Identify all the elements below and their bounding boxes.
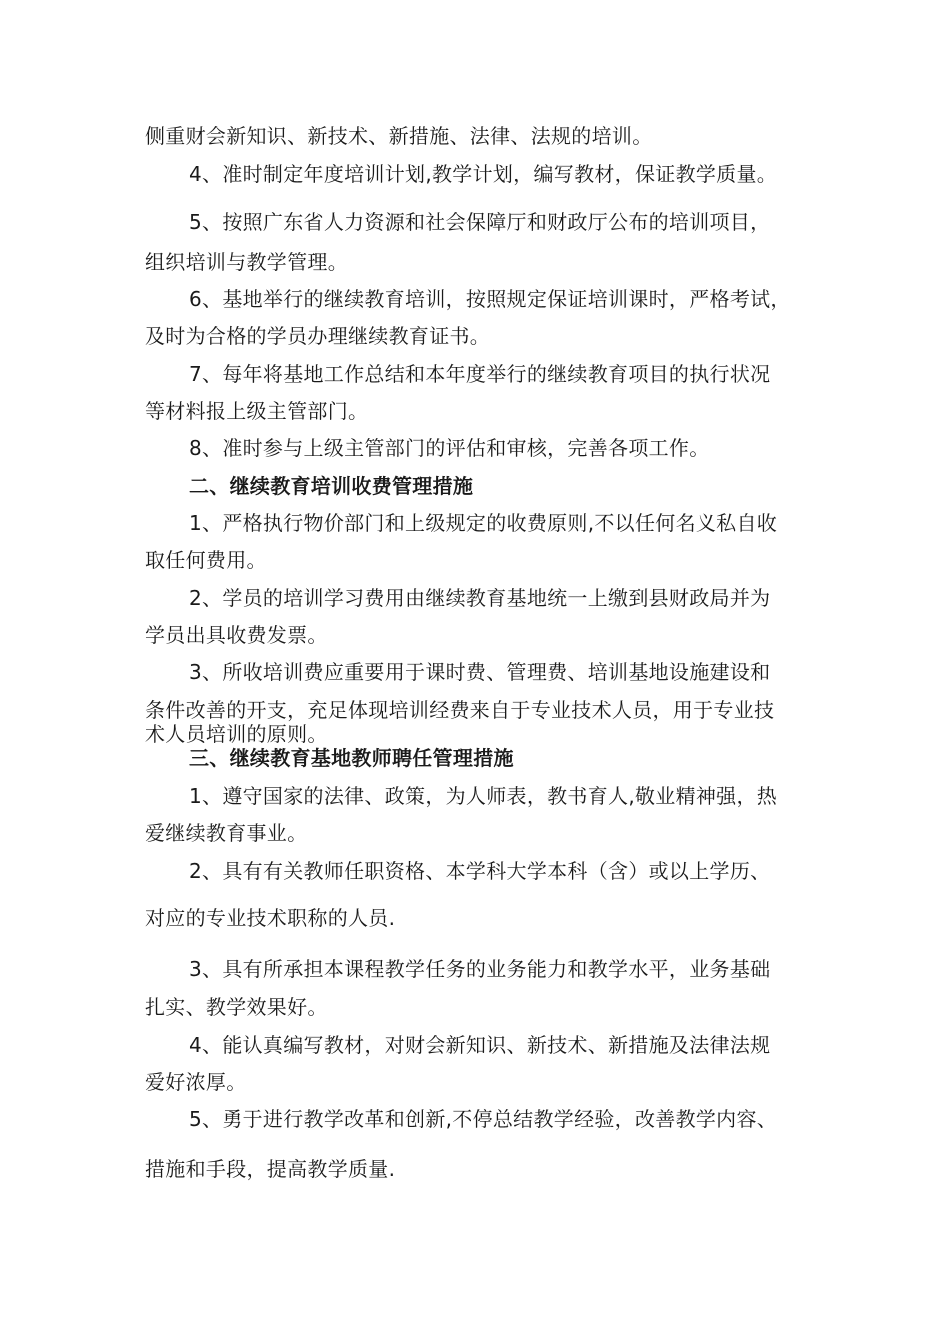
text-line: 条件改善的开支，充足体现培训经费来自于专业技术人员，用于专业技: [145, 698, 775, 722]
text-line: 措施和手段，提高教学质量.: [145, 1157, 396, 1181]
text-line: 取任何费用。: [145, 548, 267, 572]
text-line: 4、能认真编写教材，对财会新知识、新技术、新措施及法律法规: [189, 1033, 771, 1057]
text-line: 等材料报上级主管部门。: [145, 399, 369, 423]
text-line: 爱继续教育事业。: [145, 821, 308, 845]
section-heading: 三、继续教育基地教师聘任管理措施: [189, 746, 514, 770]
text-line: 5、勇于进行教学改革和创新,不停总结教学经验，改善教学内容、: [189, 1107, 778, 1131]
text-line: 2、具有有关教师任职资格、本学科大学本科（含）或以上学历、: [189, 859, 771, 883]
text-line: 1、严格执行物价部门和上级规定的收费原则,不以任何名义私自收: [189, 511, 778, 535]
text-line: 及时为合格的学员办理继续教育证书。: [145, 324, 491, 348]
text-line: 对应的专业技术职称的人员.: [145, 906, 396, 930]
text-line: 6、基地举行的继续教育培训，按照规定保证培训课时，严格考试，: [189, 287, 791, 311]
text-line: 3、具有所承担本课程教学任务的业务能力和教学水平，业务基础: [189, 957, 771, 981]
text-line: 4、准时制定年度培训计划,教学计划，编写教材，保证教学质量。: [189, 162, 778, 186]
text-line: 5、按照广东省人力资源和社会保障厅和财政厅公布的培训项目，: [189, 210, 771, 234]
text-line: 2、学员的培训学习费用由继续教育基地统一上缴到县财政局并为: [189, 586, 771, 610]
text-line: 8、准时参与上级主管部门的评估和审核，完善各项工作。: [189, 436, 710, 460]
text-line: 7、每年将基地工作总结和本年度举行的继续教育项目的执行状况: [189, 362, 771, 386]
text-line: 扎实、教学效果好。: [145, 995, 328, 1019]
text-line: 爱好浓厚。: [145, 1070, 247, 1094]
text-line: 1、遵守国家的法律、政策，为人师表，教书育人,敬业精神强，热: [189, 784, 778, 808]
text-line: 侧重财会新知识、新技术、新措施、法律、法规的培训。: [145, 124, 653, 148]
text-line: 组织培训与教学管理。: [145, 250, 348, 274]
section-heading: 二、继续教育培训收费管理措施: [189, 474, 474, 498]
text-line: 学员出具收费发票。: [145, 623, 328, 647]
text-line: 术人员培训的原则。: [145, 722, 328, 746]
text-line: 3、所收培训费应重要用于课时费、管理费、培训基地设施建设和: [189, 660, 771, 684]
